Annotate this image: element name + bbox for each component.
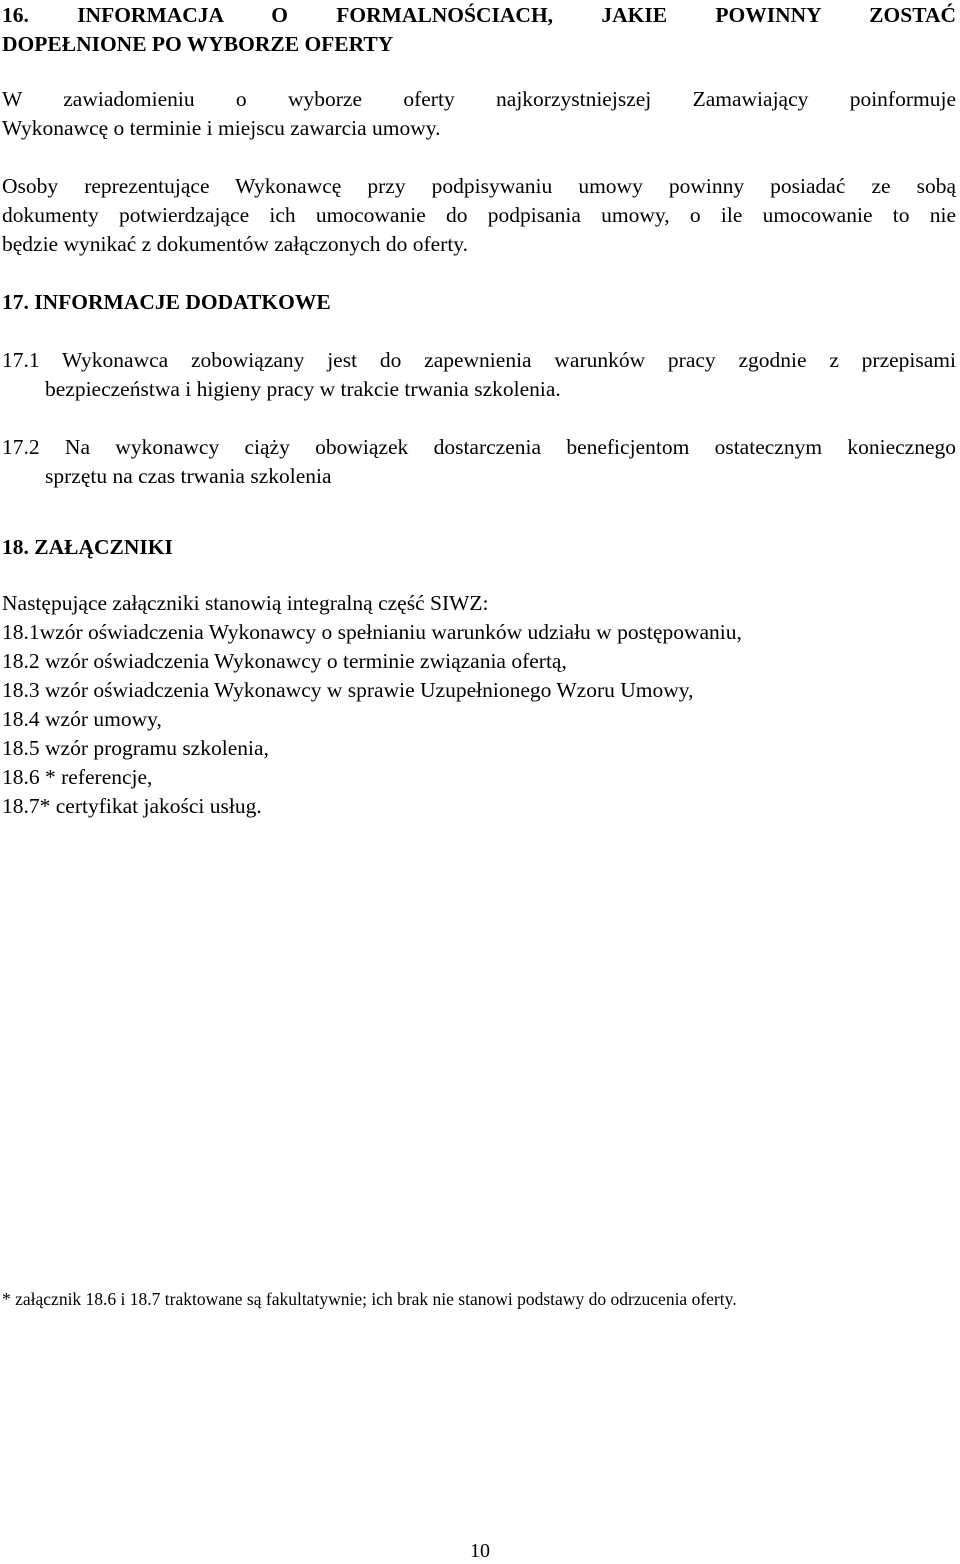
- section-17-heading: 17. INFORMACJE DODATKOWE: [2, 290, 331, 314]
- page-number: 10: [470, 1540, 490, 1562]
- section-16-paragraph-1-line-1: W zawiadomieniu o wyborze oferty najkorzystniejszej Zamawiający poinformuje: [2, 87, 956, 111]
- section-17-item-1-line-2: bezpieczeństwa i higieny pracy w trakcie trwania szkolenia.: [45, 377, 561, 401]
- section-16-heading-line-2: DOPEŁNIONE PO WYBORZE OFERTY: [2, 32, 394, 56]
- attachment-list-item: 18.6 * referencje,: [2, 765, 153, 789]
- attachment-list-item: 18.7* certyfikat jakości usług.: [2, 794, 262, 818]
- section-16-paragraph-2-line-3: będzie wynikać z dokumentów załączonych do oferty.: [2, 232, 469, 256]
- section-17-item-1-line-1: 17.1 Wykonawca zobowiązany jest do zapewnienia warunków pracy zgodnie z przepisami: [2, 348, 956, 372]
- section-17-item-2-line-1: 17.2 Na wykonawcy ciąży obowiązek dostarczenia beneficjentom ostatecznym koniecznego: [2, 435, 956, 459]
- section-16-heading-line-1: 16. INFORMACJA O FORMALNOŚCIACH, JAKIE POWINNY ZOSTAĆ: [2, 3, 956, 27]
- section-16-paragraph-1-line-2: Wykonawcę o terminie i miejscu zawarcia umowy.: [2, 116, 441, 140]
- section-18-intro: Następujące załączniki stanowią integralną część SIWZ:: [2, 591, 489, 615]
- section-16-paragraph-2-line-2: dokumenty potwierdzające ich umocowanie do podpisania umowy, o ile umocowanie to nie: [2, 203, 956, 227]
- attachment-list-item: 18.3 wzór oświadczenia Wykonawcy w sprawie Uzupełnionego Wzoru Umowy,: [2, 678, 694, 702]
- attachment-list-item: 18.2 wzór oświadczenia Wykonawcy o terminie związania ofertą,: [2, 649, 567, 673]
- section-16-paragraph-2-line-1: Osoby reprezentujące Wykonawcę przy podpisywaniu umowy powinny posiadać ze sobą: [2, 174, 956, 198]
- section-17-item-2-line-2: sprzętu na czas trwania szkolenia: [45, 464, 332, 488]
- attachment-list-item: 18.1wzór oświadczenia Wykonawcy o spełnianiu warunków udziału w postępowaniu,: [2, 620, 742, 644]
- attachment-list-item: 18.4 wzór umowy,: [2, 707, 162, 731]
- section-18-heading: 18. ZAŁĄCZNIKI: [2, 535, 173, 559]
- attachment-list-item: 18.5 wzór programu szkolenia,: [2, 736, 269, 760]
- footnote: * załącznik 18.6 i 18.7 traktowane są fakultatywnie; ich brak nie stanowi podstawy do odrzucenia oferty.: [2, 1289, 737, 1309]
